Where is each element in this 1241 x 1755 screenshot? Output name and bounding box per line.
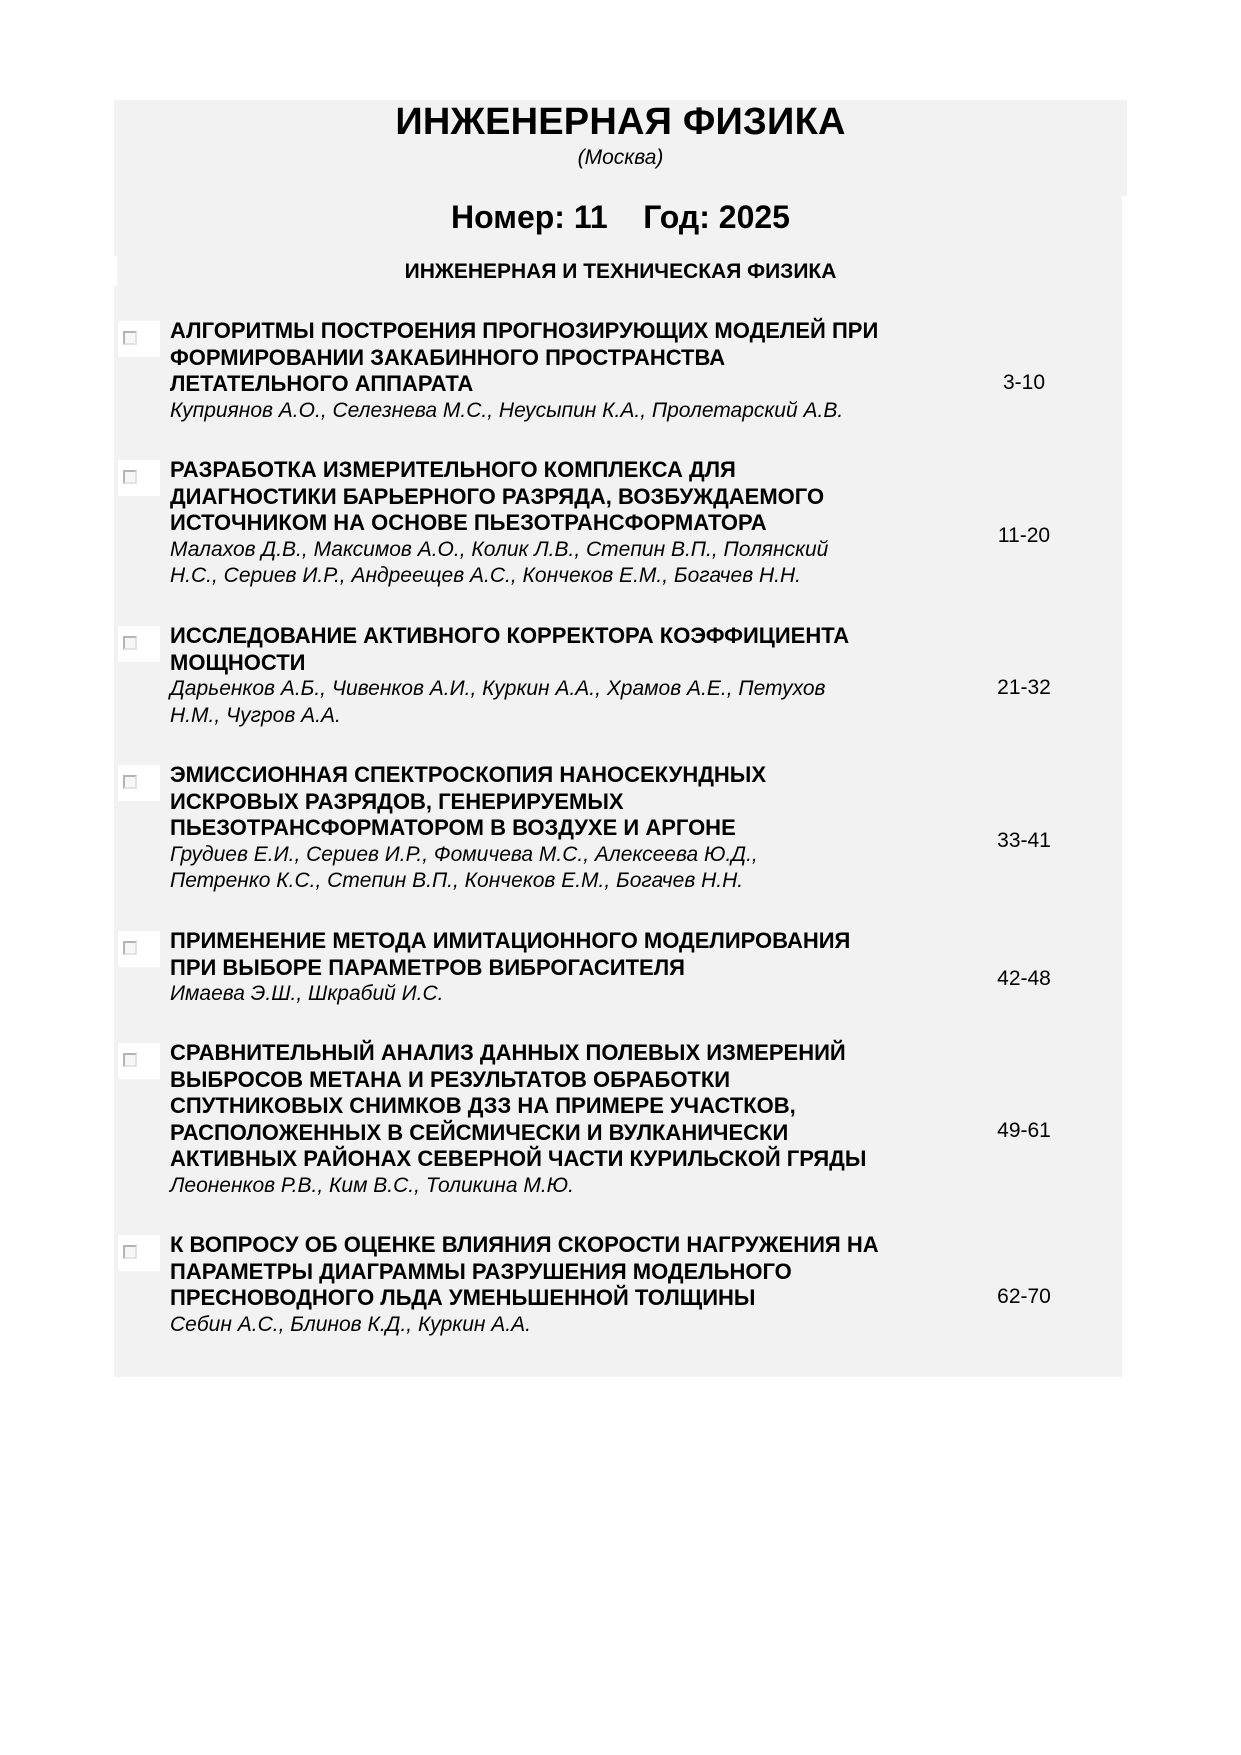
article-title-line: ПРЕСНОВОДНОГО ЛЬДА УМЕНЬШЕННОЙ ТОЛЩИНЫ (170, 1285, 756, 1310)
article-authors (170, 398, 930, 425)
issue-number-year: Номер: 11 Год: 2025 (451, 199, 790, 235)
article-authors (170, 1173, 930, 1200)
article-title-line: МОЩНОСТИ (170, 649, 306, 675)
article-title-line: ДИАГНОСТИКИ БАРЬЕРНОГО РАЗРЯДА, ВОЗБУЖДАЕМОГО (170, 483, 825, 509)
author-line: Малахов Д.В., Максимов А.О., Колик Л.В., Степин В.П., Полянский (170, 537, 829, 561)
article-checkbox[interactable] (118, 1235, 160, 1271)
article-authors (170, 1312, 930, 1339)
article-text (170, 1232, 930, 1338)
article-title-line: РАЗРАБОТКА ИЗМЕРИТЕЛЬНОГО КОМПЛЕКСА ДЛЯ (170, 457, 736, 482)
panel-edge-notch (1122, 196, 1127, 1377)
article-title-line: ПАРАМЕТРЫ ДИАГРАММЫ РАЗРУШЕНИЯ МОДЕЛЬНОГО (170, 1258, 792, 1284)
article-text (170, 762, 930, 895)
article-pages: 3-10 (1002, 371, 1046, 394)
checkbox-icon (123, 636, 137, 650)
checkbox-icon (123, 1245, 137, 1259)
author-line: Н.С., Сериев И.Р., Андреещев А.С., Кончеков Е.М., Богачев Н.Н. (170, 564, 801, 587)
article-title-line: К ВОПРОСУ ОБ ОЦЕНКЕ ВЛИЯНИЯ СКОРОСТИ НАГРУЖЕНИЯ НА (170, 1232, 879, 1257)
author-line: Дарьенков А.Б., Чивенков А.И., Куркин А.А., Храмов А.Е., Петухов (170, 677, 826, 700)
journal-city: (Москва) (577, 146, 664, 169)
article-title-line: ЭМИССИОННАЯ СПЕКТРОСКОПИЯ НАНОСЕКУНДНЫХ (170, 762, 766, 787)
author-line: Себин А.С., Блинов К.Д., Куркин А.А. (170, 1312, 531, 1336)
article-text (170, 623, 930, 729)
article-title[interactable] (170, 762, 930, 842)
article-pages: 42-48 (997, 967, 1051, 990)
article-text (170, 1040, 930, 1199)
article-checkbox[interactable] (118, 321, 160, 357)
article-title-line: ИСКРОВЫХ РАЗРЯДОВ, ГЕНЕРИРУЕМЫХ (170, 788, 624, 814)
section-heading: ИНЖЕНЕРНАЯ И ТЕХНИЧЕСКАЯ ФИЗИКА (404, 260, 837, 283)
article-title-line: ВЫБРОСОВ МЕТАНА И РЕЗУЛЬТАТОВ ОБРАБОТКИ (170, 1066, 731, 1092)
article-pages: 21-32 (997, 676, 1051, 699)
article-title[interactable] (170, 318, 930, 398)
article-title-line: ЛЕТАТЕЛЬНОГО АППАРАТА (170, 371, 474, 396)
article-checkbox[interactable] (118, 626, 160, 662)
article-authors (170, 537, 930, 590)
article-title-line: СПУТНИКОВЫХ СНИМКОВ ДЗЗ НА ПРИМЕРЕ УЧАСТКОВ, (170, 1093, 796, 1118)
author-line: Н.М., Чугров А.А. (170, 703, 341, 727)
article-title[interactable] (170, 1040, 930, 1173)
article-pages: 49-61 (997, 1119, 1051, 1142)
article-title-line: ПРИ ВЫБОРЕ ПАРАМЕТРОВ ВИБРОГАСИТЕЛЯ (170, 954, 685, 980)
article-authors (170, 842, 930, 895)
article-text (170, 318, 930, 424)
author-line: Имаева Э.Ш., Шкрабий И.С. (170, 982, 444, 1005)
article-title-line: ФОРМИРОВАНИИ ЗАКАБИННОГО ПРОСТРАНСТВА (170, 344, 726, 370)
checkbox-icon (123, 775, 137, 789)
article-title-line: РАСПОЛОЖЕННЫХ В СЕЙСМИЧЕСКИ И ВУЛКАНИЧЕСКИ (170, 1119, 789, 1145)
article-authors (170, 676, 930, 729)
article-authors (170, 981, 930, 1008)
article-title[interactable] (170, 1232, 930, 1312)
article-checkbox[interactable] (118, 931, 160, 967)
article-title-line: ПРИМЕНЕНИЕ МЕТОДА ИМИТАЦИОННОГО МОДЕЛИРОВАНИЯ (170, 928, 851, 953)
article-pages: 11-20 (997, 524, 1051, 547)
journal-title: ИНЖЕНЕРНАЯ ФИЗИКА (395, 101, 846, 143)
article-pages: 62-70 (997, 1285, 1051, 1308)
author-line: Петренко К.С., Степин В.П., Кончеков Е.М., Богачев Н.Н. (170, 869, 744, 892)
article-checkbox[interactable] (118, 765, 160, 801)
article-title[interactable] (170, 457, 930, 537)
article-title-line: ИССЛЕДОВАНИЕ АКТИВНОГО КОРРЕКТОРА КОЭФФИЦИЕНТА (170, 623, 850, 648)
author-line: Грудиев Е.И., Сериев И.Р., Фомичева М.С., Алексеева Ю.Д., (170, 842, 758, 866)
checkbox-icon (123, 941, 137, 955)
article-title[interactable] (170, 928, 930, 981)
author-line: Куприянов А.О., Селезнева М.С., Неусыпин К.А., Пролетарский А.В. (170, 398, 844, 422)
article-title-line: АЛГОРИТМЫ ПОСТРОЕНИЯ ПРОГНОЗИРУЮЩИХ МОДЕЛЕЙ ПРИ (170, 318, 879, 343)
article-title-line: ИСТОЧНИКОМ НА ОСНОВЕ ПЬЕЗОТРАНСФОРМАТОРА (170, 510, 767, 535)
article-title-line: ПЬЕЗОТРАНСФОРМАТОРОМ В ВОЗДУХЕ И АРГОНЕ (170, 815, 736, 840)
article-text (170, 928, 930, 1008)
article-title-line: СРАВНИТЕЛЬНЫЙ АНАЛИЗ ДАННЫХ ПОЛЕВЫХ ИЗМЕРЕНИЙ (170, 1040, 846, 1065)
checkbox-icon (123, 1053, 137, 1067)
article-checkbox[interactable] (118, 460, 160, 496)
author-line: Леоненков Р.В., Ким В.С., Толикина М.Ю. (170, 1173, 574, 1197)
article-text (170, 457, 930, 590)
article-title-line: АКТИВНЫХ РАЙОНАХ СЕВЕРНОЙ ЧАСТИ КУРИЛЬСКОЙ ГРЯДЫ (170, 1146, 867, 1171)
article-pages: 33-41 (997, 829, 1051, 852)
checkbox-icon (123, 470, 137, 484)
article-title[interactable] (170, 623, 930, 676)
checkbox-icon (123, 331, 137, 345)
article-checkbox[interactable] (118, 1043, 160, 1079)
